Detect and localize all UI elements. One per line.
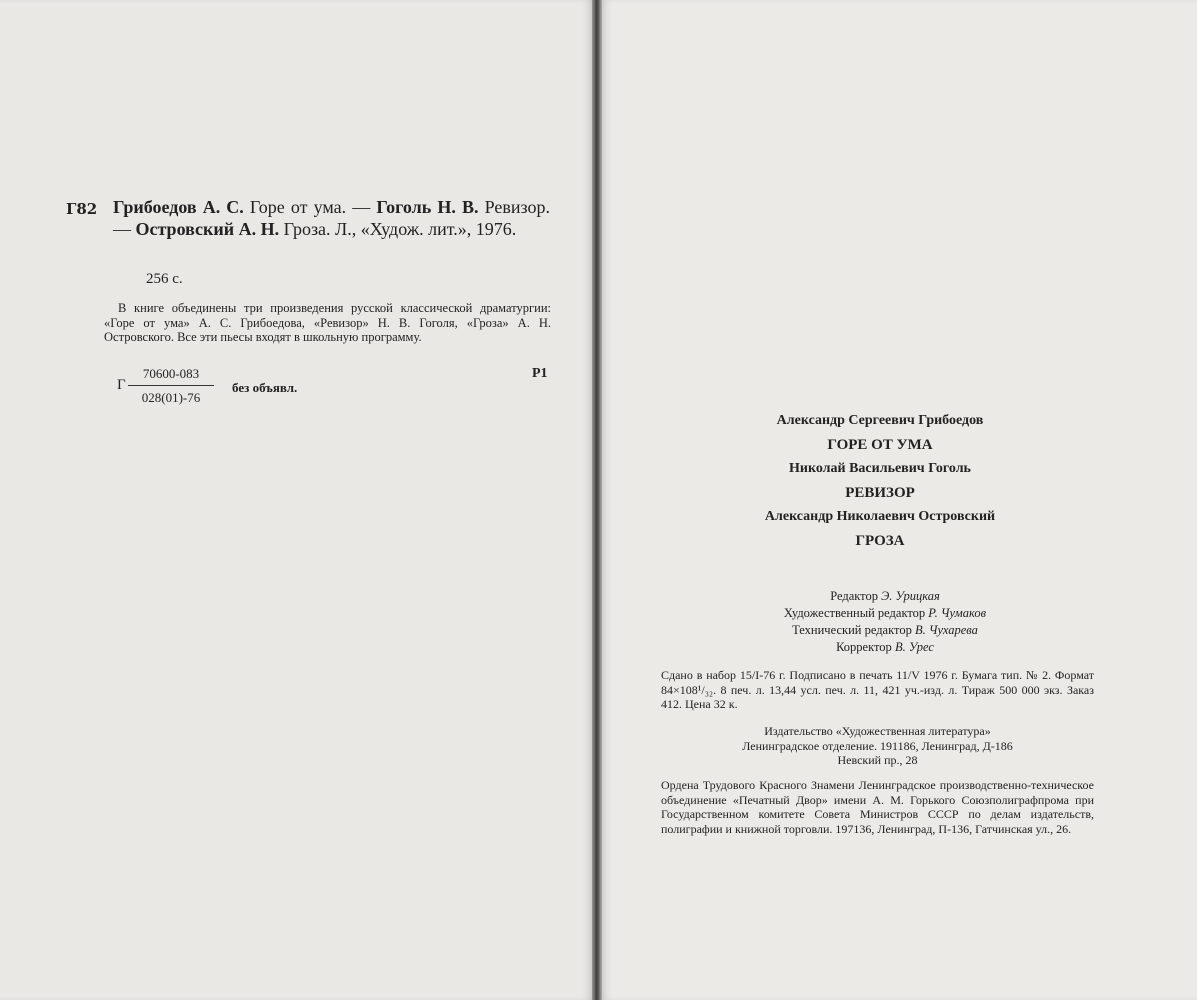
isbn-denominator: 028(01)-76 [141, 390, 201, 405]
isbn-note: без объявл. [232, 380, 298, 395]
staff-role: Художественный редактор [783, 606, 929, 620]
staff-row [700, 605, 1070, 622]
work-title: ГОРЕ ОТ УМА [827, 437, 933, 453]
catalog-entry [113, 196, 550, 240]
catalog-author-1: Грибоедов А. С. [113, 197, 244, 217]
printer-info: Ордена Трудового Красного Знамени Ленинградское производственно-техническое объединение «Печатный Двор» имени А. М. Горького Союзполиграфпрома при Государственном комитете Совета Министров СССР по делам издательств, полиграфии и книжной торговли. 197136, Ленинград, П-136, Гатчинская ул., 26. [661, 778, 1094, 836]
work-title: РЕВИЗОР [845, 485, 915, 501]
catalog-title-3: Гроза. Л., «Худож. лит.», 1976. [279, 219, 517, 239]
work-author: Александр Николаевич Островский [764, 509, 996, 524]
staff-name: В. Урес [894, 640, 934, 654]
staff-role: Корректор [836, 640, 895, 654]
page-count: 256 с. [146, 271, 183, 287]
publisher-block [661, 724, 1094, 768]
work-author: Николай Васильевич Гоголь [789, 461, 971, 476]
book-gutter [592, 0, 602, 1000]
annotation: В книге объединены три произведения русской классической драматургии: «Горе от ума» А. С. Грибоедова, «Ревизор» Н. В. Гоголя, «Гроза» А. Н. Островского. Все эти пьесы входят в школьную программу. [104, 301, 551, 344]
isbn-numerator: 70600-083 [128, 366, 214, 386]
publisher-line: Ленинградское отделение. 191186, Ленинград, Д-186 [742, 738, 1013, 753]
work-title: ГРОЗА [855, 533, 905, 549]
publisher-line: Издательство «Художественная литература» [764, 724, 991, 738]
catalog-author-2: Гоголь Н. В. [376, 197, 479, 217]
left-page [0, 0, 592, 1000]
staff-row [700, 639, 1070, 656]
print-details: Сдано в набор 15/I-76 г. Подписано в печать 11/V 1976 г. Бумага тип. № 2. Формат 84×108¹/₃₂. 8 печ. л. 13,44 усл. печ. л. 11, 421 уч.-изд. л. Тираж 500 000 экз. Заказ 412. Цена 32 к. [661, 668, 1094, 711]
staff-name: Р. Чумаков [928, 606, 987, 620]
staff-row [700, 622, 1070, 639]
staff-row [700, 588, 1070, 605]
staff-role: Редактор [830, 589, 882, 603]
catalog-title-1: Горе от ума. — [243, 197, 377, 217]
isbn-fraction [128, 366, 214, 406]
isbn-letter: Г [117, 377, 126, 393]
works-list [700, 410, 1060, 554]
catalog-author-3: Островский А. Н. [135, 219, 280, 239]
work-author: Александр Сергеевич Грибоедов [776, 413, 984, 428]
catalog-index: Г82 [66, 200, 98, 218]
staff-list [700, 588, 1070, 656]
bbk-code: Р1 [532, 366, 548, 381]
staff-name: Э. Урицкая [881, 589, 940, 603]
staff-name: В. Чухарева [914, 623, 978, 637]
publisher-line: Невский пр., 28 [837, 753, 918, 767]
catalog-title-2: Ревизор. — [113, 197, 551, 239]
staff-role: Технический редактор [792, 623, 915, 637]
